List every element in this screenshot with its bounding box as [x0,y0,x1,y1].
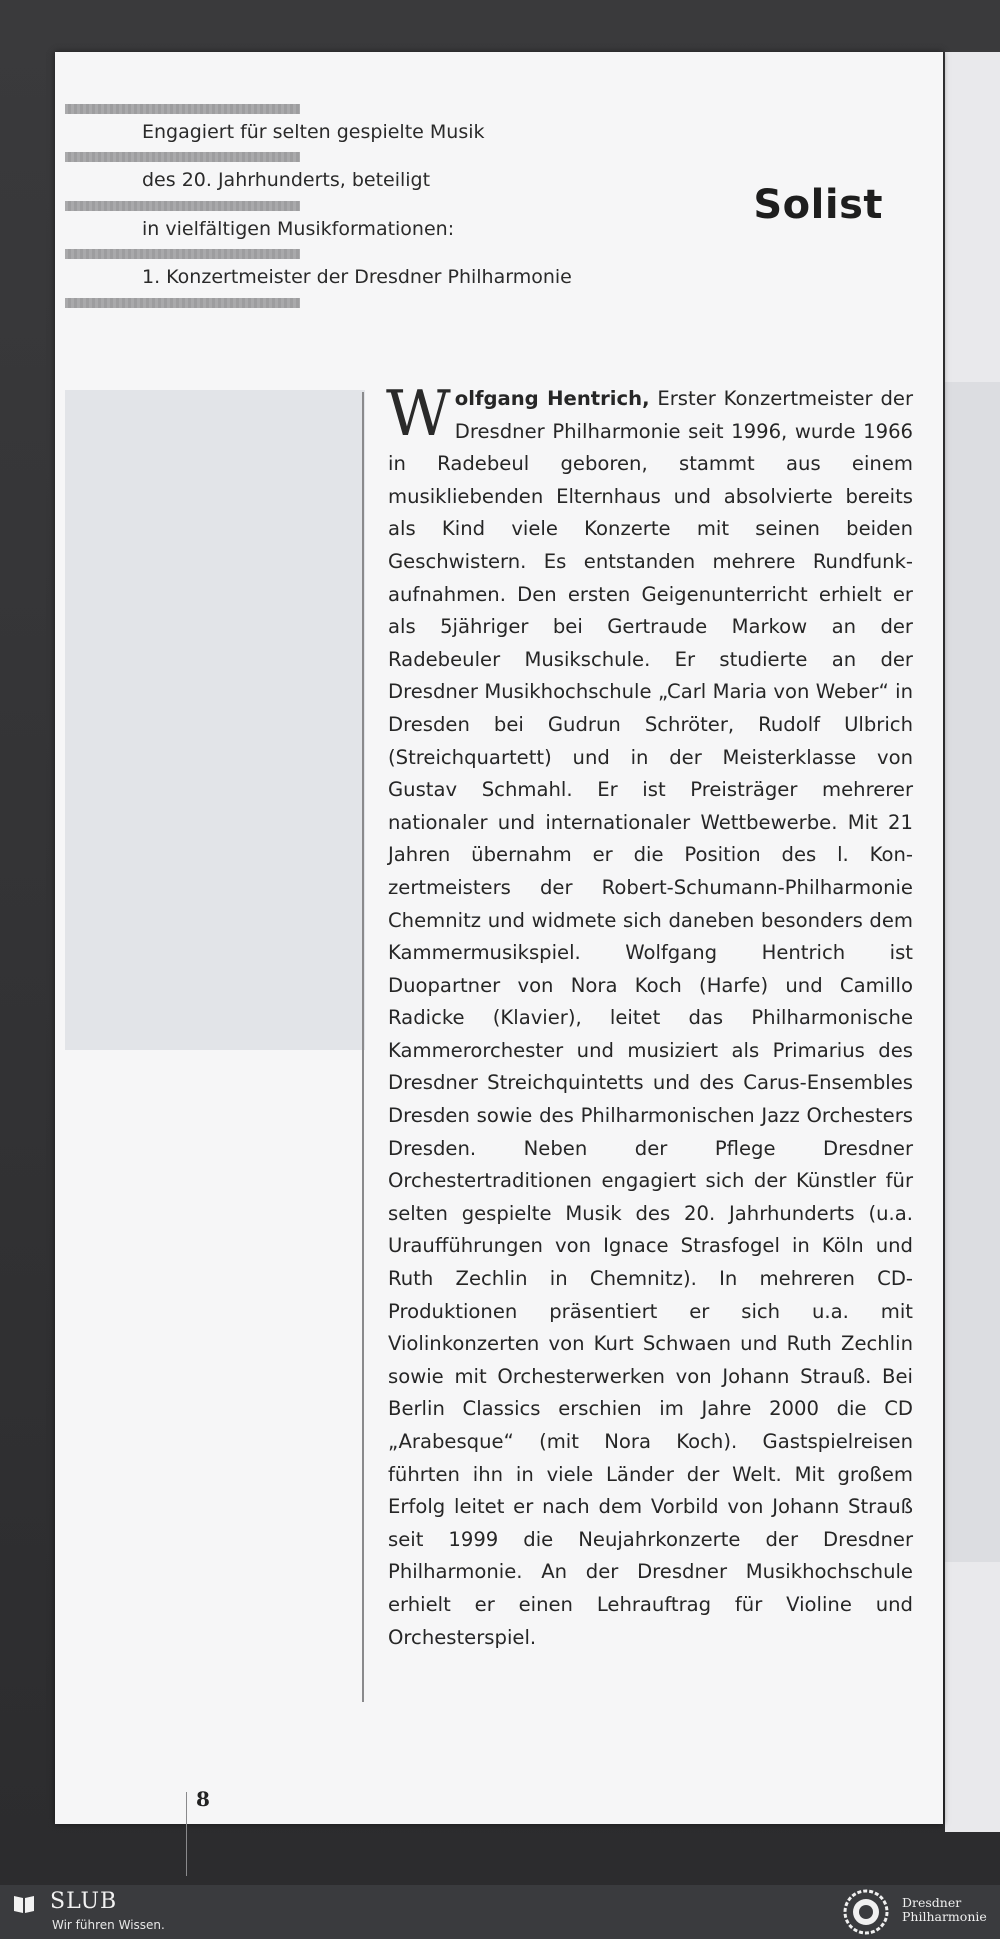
decorative-stripe [65,201,300,211]
intro-line-4: 1. Konzertmeister der Dresdner Philharmonie [142,266,572,288]
intro-line-1: Engagiert für selten gespielte Musik [142,121,485,143]
document-page [55,52,943,1824]
next-page-edge [945,52,1000,1832]
decorative-stripe [65,152,300,162]
slub-book-icon [12,1893,36,1915]
decorative-stripe [65,104,300,114]
footer-bar [0,1885,1000,1939]
intro-line-3: in vielfältigen Musikformationen: [142,218,455,240]
page-number-rule [186,1792,187,1876]
partner-name [902,1896,997,1924]
partner-name-line1: Dresdner [902,1895,962,1910]
partner-name-line2: Philharmonie [902,1909,987,1924]
article-text: Erster Konzertmeister der Dresdner Philharmonie seit 1996, wurde 1966 in Radebeul geboren, stammt aus einem musikliebenden Elternhaus und absolvierte bereits als Kind viele Konzerte mit seinen beiden Geschwistern. Es entstanden mehrere Rundfunkaufnahmen. Den ersten Geigenunterricht erhielt er als 5jähriger bei Gertraude Markow an der Radebeuler Musikschule. Er studierte an der Dresdner Musikhochschule „Carl Maria von Weber“ in Dresden bei Gudrun Schröter, Rudolf Ulbrich (Streichquartett) und in der Meisterklasse von Gustav Schmahl. Er ist Preisträger mehrerer nationaler und internationaler Wettbewerbe. Mit 21 Jahren übernahm er die Position des l. Konzertmeisters der Robert-Schumann-Philharmonie Chemnitz und widmete sich daneben besonders dem Kammermusikspiel. Wolfgang Hentrich ist Duopartner von Nora Koch (Harfe) und Camillo Radicke (Klavier), leitet das Philharmonische Kammerorchester und musiziert als Primarius des Dresdner Streichquintetts und des Carus-Ensembles Dresden sowie des Philharmonischen Jazz Orchesters Dresden. Neben der Pflege Dresdner Orchestertraditionen engagiert sich der Künstler für selten gespielte Musik des 20. Jahrhunderts (u.a. Uraufführungen von Ignace Strasfogel in Köln und Ruth Zechlin in Chemnitz). In mehreren CD-Produktionen präsentiert er sich u.a. mit Violinkonzerten von Kurt Schwaen und Ruth Zechlin sowie mit Orchesterwerken von Johann Strauß. Bei Berlin Classics erschien im Jahre 2000 die CD „Arabesque“ (mit Nora Koch). Gastspielreisen führten ihn in viele Länder der Welt. Mit großem Erfolg leitet er nach dem Vorbild von Johann Strauß seit 1999 die Neujahrkonzerte der Dresdner Philharmonie. An der Dresdner Musikhochschule erhielt er einen Lehrauftrag für Violine und Orchesterspiel. [388,387,913,1649]
article-lead-name: olfgang Hentrich, [454,387,650,410]
decorative-stripe [65,298,300,308]
column-divider [362,392,364,1702]
page-number: 8 [196,1787,210,1811]
page-title: Solist [753,182,883,228]
slub-logo-text[interactable]: SLUB [50,1889,118,1914]
drop-cap: W [386,377,451,450]
dresdner-philharmonie-logo-icon[interactable] [843,1889,889,1935]
slub-tagline: Wir führen Wissen. [52,1918,165,1932]
article-body [386,377,913,1654]
intro-line-2: des 20. Jahrhunderts, beteiligt [142,169,431,191]
decorative-stripe [65,249,300,259]
